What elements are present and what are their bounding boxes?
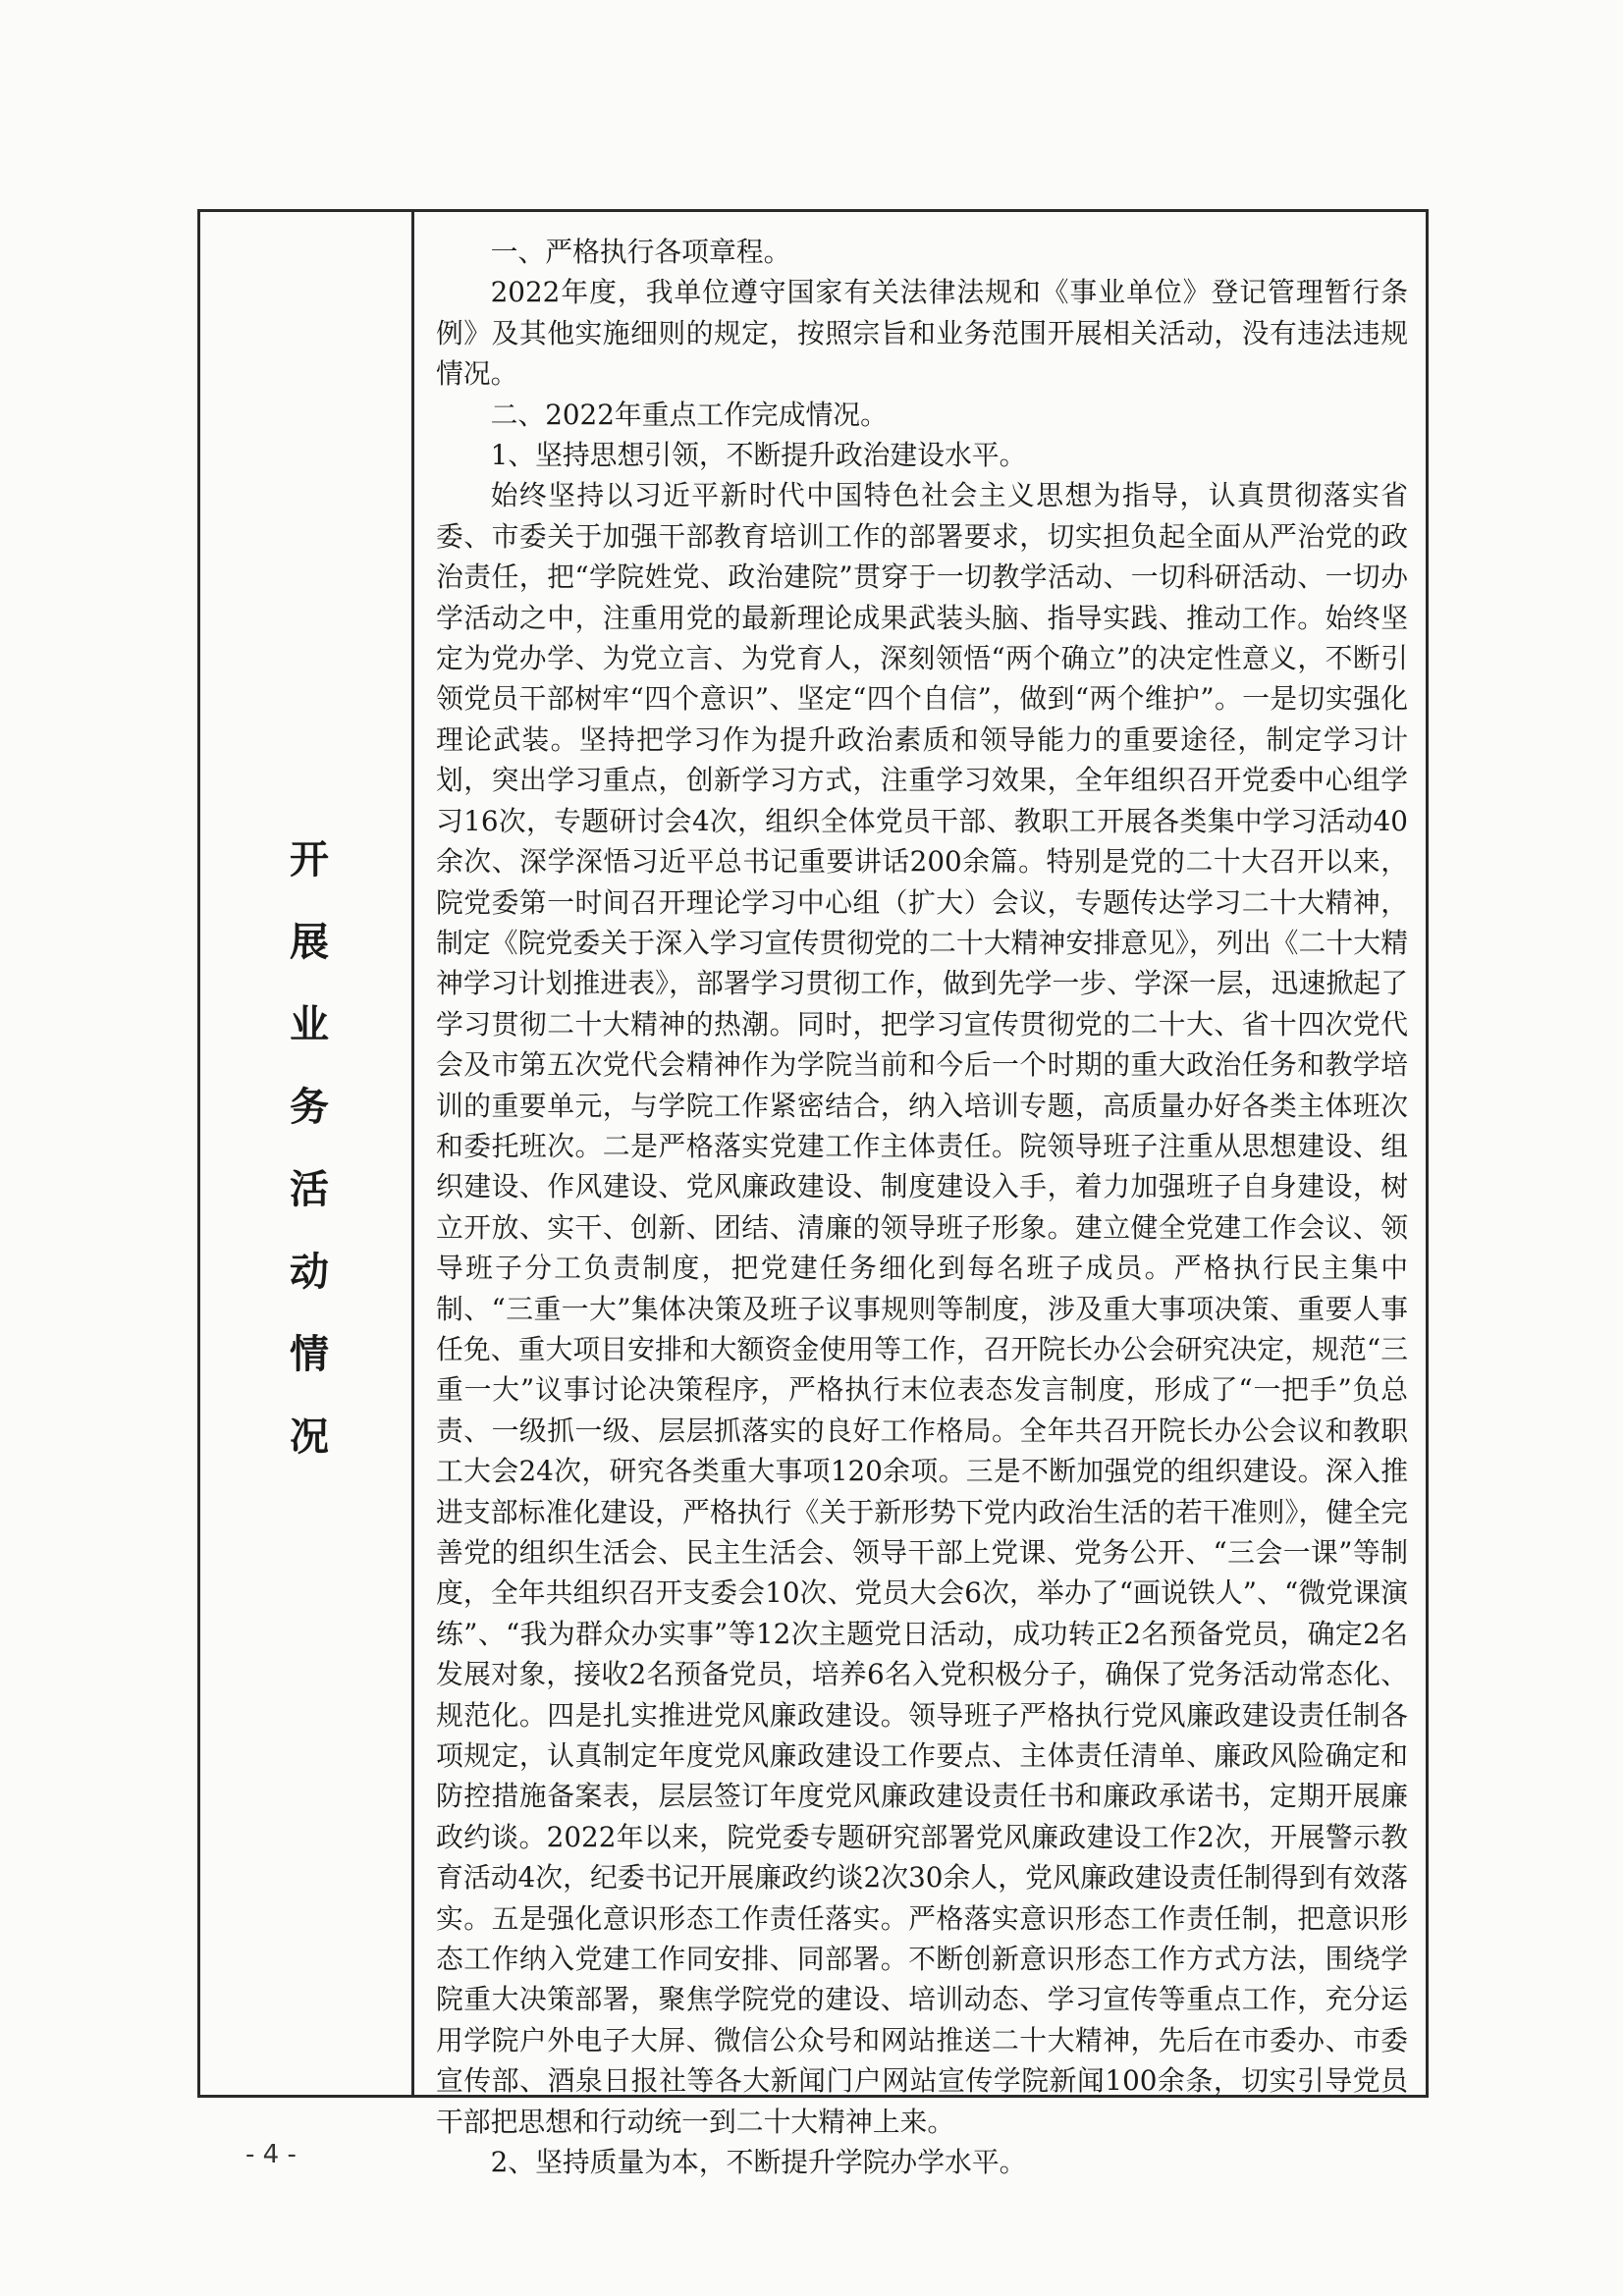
row-label: 开展业务活动情况 — [283, 838, 329, 1498]
subheading-1: 1、坚持思想引领，不断提升政治建设水平。 — [490, 439, 1027, 472]
activity-report-table — [197, 209, 1429, 2179]
heading-2: 二、2022年重点工作完成情况。 — [490, 398, 888, 431]
subheading-2: 2、坚持质量为本，不断提升学院办学水平。 — [490, 2146, 1027, 2179]
page-number: - 4 - — [245, 2140, 297, 2169]
paragraph-political-building: 始终坚持以习近平新时代中国特色社会主义思想为指导，认真贯彻落实省委、市委关于加强干部教育培训工作的部署要求，切实担负起全面从严治党的政治责任，把“学院姓党、政治建院”贯穿于一切教学活动、一切科研活动、一切办学活动之中，注重用党的最新理论成果武装头脑、指导实践、推动工作。始终坚定为党办学、为党立言、为党育人，深刻领悟“两个确立”的决定性意义，不断引领党员干部树牢“四个意识”、坚定“四个自信”，做到“两个维护”。一是切实强化理论武装。坚持把学习作为提升政治素质和领导能力的重要途径，制定学习计划，突出学习重点，创新学习方式，注重学习效果，全年组织召开党委中心组学习16次，专题研讨会4次，组织全体党员干部、教职工开展各类集中学习活动40余次、深学深悟习近平总书记重要讲话200余篇。特别是党的二十大召开以来，院党委第一时间召开理论学习中心组（扩大）会议，专题传达学习二十大精神，制定《院党委关于深入学习宣传贯彻党的二十大精神安排意见》，列出《二十大精神学习计划推进表》，部署学习贯彻工作，做到先学一步、学深一层，迅速掀起了学习贯彻二十大精神的热潮。同时，把学习宣传贯彻党的二十大、省十四次党代会及市第五次党代会精神作为学院当前和今后一个时期的重大政治任务和教学培训的重要单元，与学院工作紧密结合，纳入培训专题，高质量办好各类主体班次和委托班次。二是严格落实党建工作主体责任。院领导班子注重从思想建设、组织建设、作风建设、党风廉政建设、制度建设入手，着力加强班子自身建设，树立开放、实干、创新、团结、清廉的领导班子形象。建立健全党建工作会议、领导班子分工负责制度，把党建任务细化到每名班子成员。严格执行民主集中制、“三重一大”集体决策及班子议事规则等制度，涉及重大事项决策、重要人事任免、重大项目安排和大额资金使用等工作，召开院长办公会研究决定，规范“三重一大”议事讨论决策程序，严格执行末位表态发言制度，形成了“一把手”负总责、一级抓一级、层层抓落实的良好工作格局。全年共召开院长办公会议和教职工大会24次，研究各类重大事项120余项。三是不断加强党的组织建设。深入推进支部标准化建设，严格执行《关于新形势下党内政治生活的若干准则》，健全完善党的组织生活会、民主生活会、领导干部上党课、党务公开、“三会一课”等制度，全年共组织召开支委会10次、党员大会6次，举办了“画说铁人”、“微党课演练”、“我为群众办实事”等12次主题党日活动，成功转正2名预备党员，确定2名发展对象，接收2名预备党员，培养6名入党积极分子，确保了党务活动常态化、规范化。四是扎实推进党风廉政建设。领导班子严格执行党风廉政建设责任制各项规定，认真制定年度党风廉政建设工作要点、主体责任清单、廉政风险确定和防控措施备案表，层层签订年度党风廉政建设责任书和廉政承诺书，定期开展廉政约谈。2022年以来，院党委专题研究部署党风廉政建设工作2次，开展警示教育活动4次，纪委书记开展廉政约谈2次30余人，党风廉政建设责任制得到有效落实。五是强化意识形态工作责任落实。严格落实意识形态工作责任制，把意识形态工作纳入党建工作同安排、同部署。不断创新意识形态工作方式方法，围绕学院重大决策部署，聚焦学院党的建设、培训动态、学习宣传等重点工作，充分运用学院户外电子大屏、微信公众号和网站推送二十大精神，先后在市委办、市委宣传部、酒泉日报社等各大新闻门户网站宣传学院新闻100余条，切实引导党员干部把思想和行动统一到二十大精神上来。 — [436, 479, 1408, 2138]
heading-1: 一、严格执行各项章程。 — [490, 236, 791, 268]
report-content-cell — [414, 212, 1426, 2179]
row-label-cell — [200, 212, 414, 2095]
paragraph-compliance: 2022年度，我单位遵守国家有关法律法规和《事业单位》登记管理暂行条例》及其他实施细则的规定，按照宗旨和业务范围开展相关活动，没有违法违规情况。 — [436, 276, 1408, 391]
